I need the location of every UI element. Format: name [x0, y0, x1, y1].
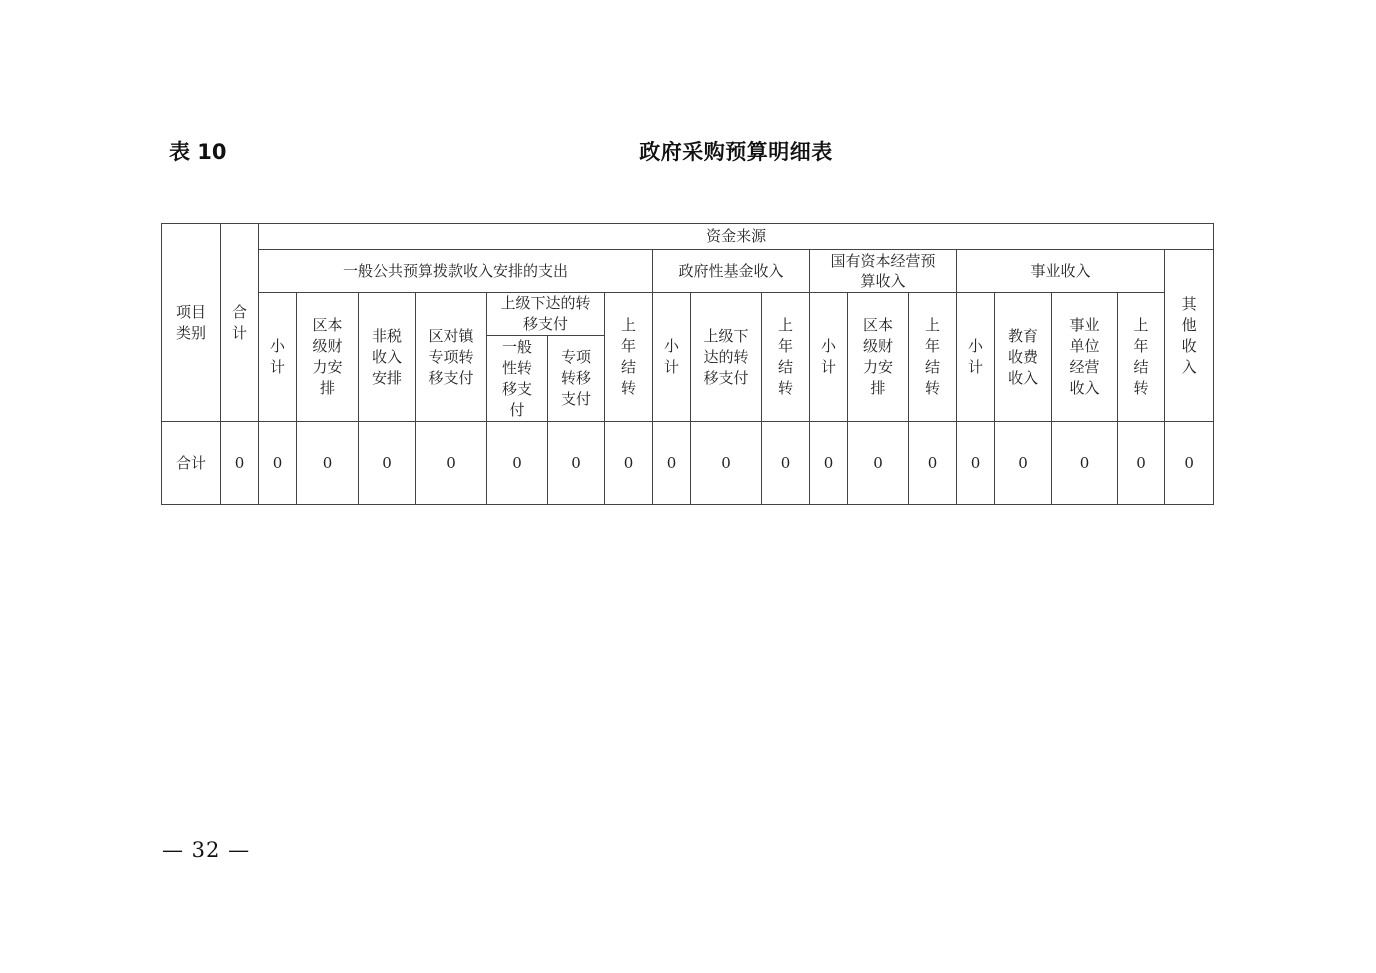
cell-bi-unit-operating: 0	[1052, 422, 1118, 505]
header-gov-fund-income: 政府性基金收入	[653, 250, 810, 293]
cell-gf-higher-transfer: 0	[691, 422, 762, 505]
cell-sc-subtotal: 0	[810, 422, 848, 505]
procurement-budget-table	[161, 223, 1214, 505]
header-sc-district-finance: 区本 级财 力安 排	[848, 293, 909, 422]
header-gp-carryover: 上年结转	[605, 293, 653, 422]
header-sc-carryover: 上年结转	[909, 293, 957, 422]
header-gp-district-finance: 区本 级财 力安 排	[297, 293, 359, 422]
table-row	[162, 422, 1214, 505]
header-bi-subtotal: 小计	[957, 293, 995, 422]
cell-sc-carryover: 0	[909, 422, 957, 505]
header-bi-unit-operating: 事业 单位 经营 收入	[1052, 293, 1118, 422]
cell-bi-subtotal: 0	[957, 422, 995, 505]
header-state-capital-budget: 国有资本经营预 算收入	[810, 250, 957, 293]
header-other-income: 其他收入	[1165, 250, 1214, 422]
cell-gp-subtotal: 0	[259, 422, 297, 505]
cell-bi-carryover: 0	[1118, 422, 1165, 505]
page-number: — 32 —	[162, 838, 251, 862]
header-bi-education-fee: 教育 收费 收入	[995, 293, 1052, 422]
cell-sc-district-finance: 0	[848, 422, 909, 505]
header-total: 合计	[221, 224, 259, 422]
header-gp-subtotal: 小计	[259, 293, 297, 422]
cell-gp-special-transfer: 0	[548, 422, 605, 505]
cell-gp-carryover: 0	[605, 422, 653, 505]
header-gp-higher-transfer: 上级下达的转 移支付	[487, 293, 605, 336]
table-label: 表 10	[169, 140, 227, 164]
cell-gp-town-transfer: 0	[416, 422, 487, 505]
header-gf-higher-transfer: 上级下 达的转 移支付	[691, 293, 762, 422]
cell-other-income: 0	[1165, 422, 1214, 505]
header-gf-subtotal: 小计	[653, 293, 691, 422]
row-label: 合计	[162, 422, 221, 505]
cell-gf-carryover: 0	[762, 422, 810, 505]
page-title: 政府采购预算明细表	[639, 140, 833, 164]
header-sc-subtotal: 小计	[810, 293, 848, 422]
cell-gp-nontax: 0	[359, 422, 416, 505]
header-gp-special-transfer: 专项 转移 支付	[548, 336, 605, 422]
cell-gf-subtotal: 0	[653, 422, 691, 505]
cell-bi-education-fee: 0	[995, 422, 1052, 505]
header-gp-nontax: 非税 收入 安排	[359, 293, 416, 422]
header-fund-source: 资金来源	[259, 224, 1214, 250]
header-bi-carryover: 上年结转	[1118, 293, 1165, 422]
header-gp-town-transfer: 区对镇 专项转 移支付	[416, 293, 487, 422]
cell-gp-general-transfer: 0	[487, 422, 548, 505]
cell-total: 0	[221, 422, 259, 505]
header-general-public-budget: 一般公共预算拨款收入安排的支出	[259, 250, 653, 293]
header-business-income: 事业收入	[957, 250, 1165, 293]
header-gp-general-transfer: 一般 性转 移支 付	[487, 336, 548, 422]
cell-gp-district-finance: 0	[297, 422, 359, 505]
header-project-category: 项目 类别	[162, 224, 221, 422]
header-gf-carryover: 上年结转	[762, 293, 810, 422]
